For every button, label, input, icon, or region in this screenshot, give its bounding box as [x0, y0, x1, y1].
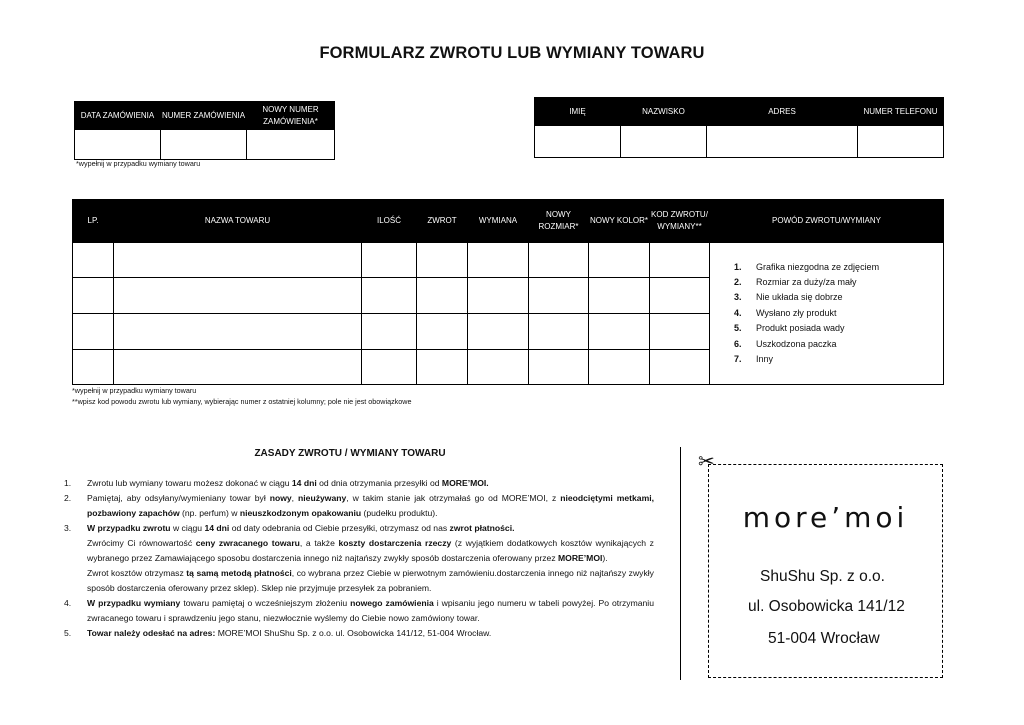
order-number-field[interactable]: [161, 130, 247, 160]
row-3-size[interactable]: [529, 314, 589, 350]
row-2-color[interactable]: [589, 278, 650, 314]
address-field[interactable]: [707, 126, 858, 158]
header-quantity: ILOŚĆ: [362, 200, 417, 243]
header-new-size: NOWY ROZMIAR*: [529, 200, 589, 243]
header-reason: POWÓD ZWROTU/WYMIANY: [710, 200, 944, 243]
reason-item: 3. Nie układa się dobrze: [734, 292, 843, 303]
row-4-exchange[interactable]: [468, 350, 529, 385]
rules-list: [64, 476, 654, 641]
reason-list: [734, 260, 943, 368]
order-table-note: *wypełnij w przypadku wymiany towaru: [76, 159, 201, 168]
row-3-name[interactable]: [114, 314, 362, 350]
row-1-code[interactable]: [650, 243, 710, 278]
new-order-number-field[interactable]: [247, 130, 335, 160]
address-city: 51-004 Wrocław: [768, 630, 880, 647]
rule-item: 4. W przypadku wymiany towaru pamiętaj o wcześniejszym złożeniu nowego zamówienia i wpisaniu jego numeru w tabeli powyżej. Po otrzymaniu zwracanego towaru i sprawdzeniu jego stanu, niezwłocznie wyślemy do Ciebie nowo zamówiony towar.: [64, 598, 654, 623]
order-date-field[interactable]: [75, 130, 161, 160]
row-2-qty[interactable]: [362, 278, 417, 314]
row-3-exchange[interactable]: [468, 314, 529, 350]
reason-item: 5. Produkt posiada wady: [734, 323, 845, 334]
row-2-lp[interactable]: [73, 278, 114, 314]
first-name-field[interactable]: [535, 126, 621, 158]
row-2-size[interactable]: [529, 278, 589, 314]
header-new-color: NOWY KOLOR*: [589, 200, 650, 243]
row-3-return[interactable]: [417, 314, 468, 350]
header-order-number: NUMER ZAMÓWIENIA: [161, 102, 247, 130]
brand-logo: more’moi: [742, 501, 909, 534]
items-note-1: *wypełnij w przypadku wymiany towaru: [72, 386, 197, 395]
row-1-name[interactable]: [114, 243, 362, 278]
row-4-lp[interactable]: [73, 350, 114, 385]
header-reason-code: KOD ZWROTU/ WYMIANY**: [650, 200, 710, 243]
header-address: ADRES: [707, 98, 858, 126]
page-title: FORMULARZ ZWROTU LUB WYMIANY TOWARU: [319, 44, 705, 62]
rule-item: 1. Zwrotu lub wymiany towaru możesz dokonać w ciągu 14 dni od dnia otrzymania przesyłki od MORE’MOI.: [64, 478, 489, 488]
row-1-lp[interactable]: [73, 243, 114, 278]
row-2-exchange[interactable]: [468, 278, 529, 314]
reason-item: 2. Rozmiar za duży/za mały: [734, 276, 857, 287]
address-street: ul. Osobowicka 141/12: [748, 598, 905, 615]
last-name-field[interactable]: [621, 126, 707, 158]
rules-title: ZASADY ZWROTU / WYMIANY TOWARU: [254, 448, 446, 459]
row-3-qty[interactable]: [362, 314, 417, 350]
row-2-code[interactable]: [650, 278, 710, 314]
row-4-return[interactable]: [417, 350, 468, 385]
header-new-order-number: NOWY NUMER ZAMÓWIENIA*: [247, 102, 335, 130]
row-2-return[interactable]: [417, 278, 468, 314]
row-3-color[interactable]: [589, 314, 650, 350]
row-4-code[interactable]: [650, 350, 710, 385]
row-1-qty[interactable]: [362, 243, 417, 278]
row-2-name[interactable]: [114, 278, 362, 314]
items-table: [72, 199, 944, 385]
row-4-qty[interactable]: [362, 350, 417, 385]
address-company: ShuShu Sp. z o.o.: [760, 568, 885, 585]
rule-item: 3. W przypadku zwrotu w ciągu 14 dni od daty odebrania od Ciebie przesyłki, otrzymasz od nas zwrot płatności.: [64, 523, 515, 533]
rule-item: 2. Pamiętaj, aby odsyłany/wymieniany towar był nowy, nieużywany, w takim stanie jak otrzymałaś go od MORE’MOI, z nieodciętymi metkami, pozbawiony zapachów (np. perfum) w nieuszkodzonym opakowaniu (pudełku produktu).: [64, 493, 654, 518]
header-return: ZWROT: [417, 200, 468, 243]
rule-item: 5. Towar należy odesłać na adres: MORE’MOI ShuShu Sp. z o.o. ul. Osobowicka 141/12, 51-004 Wrocław.: [64, 628, 492, 638]
row-1-return[interactable]: [417, 243, 468, 278]
row-4-color[interactable]: [589, 350, 650, 385]
scissors-icon: ✂: [698, 451, 715, 473]
header-order-date: DATA ZAMÓWIENIA: [75, 102, 161, 130]
row-3-code[interactable]: [650, 314, 710, 350]
shipping-label: [708, 464, 943, 678]
reason-item: 7. Inny: [734, 354, 774, 365]
header-last-name: NAZWISKO: [621, 98, 707, 126]
header-item-name: NAZWA TOWARU: [114, 200, 362, 243]
header-phone: NUMER TELEFONU: [858, 98, 944, 126]
reason-item: 6. Uszkodzona paczka: [734, 338, 837, 349]
row-3-lp[interactable]: [73, 314, 114, 350]
reason-item: 1. Grafika niezgodna ze zdjęciem: [734, 261, 880, 272]
customer-table: [534, 97, 944, 158]
rule-subparagraph: Zwrot kosztów otrzymasz tą samą metodą płatności, co wybrana przez Ciebie w pierwotnym zamówieniu.dostarczenia innego niż najtańszy zwykły sposób dostarczenia oferowany przez sklep). Sklep nie przyjmuje przesyłek za pobraniem.: [87, 568, 654, 593]
reason-item: 4. Wysłano zły produkt: [734, 307, 837, 318]
row-4-size[interactable]: [529, 350, 589, 385]
rule-subparagraph: Zwrócimy Ci równowartość ceny zwracanego towaru, a także koszty dostarczenia rzeczy (z wyjątkiem dodatkowych kosztów wynikających z wybranego przez Zamawiającego sposobu dostarczenia innego niż najtańszy zwykły sposób dostarczenia oferowany przez MORE’MOI).: [87, 538, 654, 563]
row-1-size[interactable]: [529, 243, 589, 278]
row-1-exchange[interactable]: [468, 243, 529, 278]
row-1-color[interactable]: [589, 243, 650, 278]
phone-field[interactable]: [858, 126, 944, 158]
items-note-2: **wpisz kod powodu zwrotu lub wymiany, wybierając numer z ostatniej kolumny; pole nie jest obowiązkowe: [72, 397, 412, 406]
header-exchange: WYMIANA: [468, 200, 529, 243]
reason-list-cell: [710, 243, 944, 385]
order-table: [74, 101, 335, 160]
header-lp: LP.: [73, 200, 114, 243]
cut-line: [680, 447, 681, 680]
header-first-name: IMIĘ: [535, 98, 621, 126]
row-4-name[interactable]: [114, 350, 362, 385]
